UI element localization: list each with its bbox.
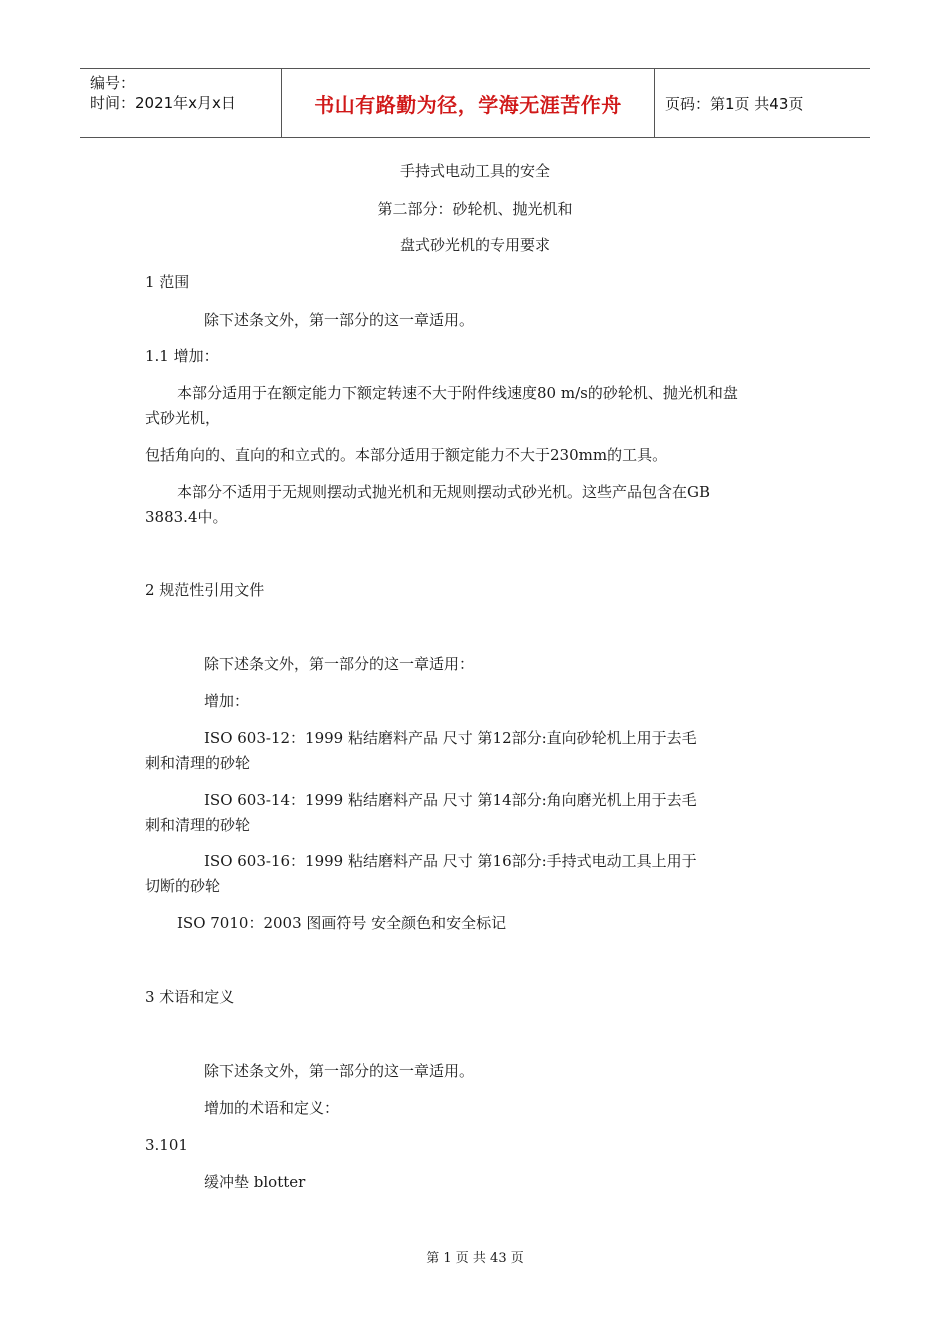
reference-1-line-2: 刺和清理的砂轮: [145, 754, 251, 772]
header-meta-cell: [80, 69, 282, 137]
section-2-addition-label: 增加：: [204, 692, 250, 710]
section-1-paragraph: 除下述条文外，第一部分的这一章适用。: [204, 311, 475, 329]
page-header: [80, 68, 870, 138]
header-page-info: 页码：第1页 共43页: [665, 94, 804, 113]
section-1-1-paragraph-1-line-2: 式砂光机，: [145, 409, 221, 427]
reference-4: ISO 7010：2003 图画符号 安全颜色和安全标记: [177, 914, 507, 932]
page-footer: 第 1 页 共 43 页: [426, 1251, 524, 1266]
section-3-paragraph: 除下述条文外，第一部分的这一章适用。: [204, 1062, 475, 1080]
document-time-label: 时间：2021年x月x日: [90, 94, 236, 112]
section-3-101-term: 缓冲垫 blotter: [204, 1173, 306, 1191]
section-2-paragraph: 除下述条文外，第一部分的这一章适用：: [204, 655, 475, 673]
doc-title-3: 盘式砂光机的专用要求: [399, 236, 550, 254]
doc-title-2: 第二部分：砂轮机、抛光机和: [377, 200, 573, 218]
reference-2-line-1: ISO 603-14：1999 粘结磨料产品 尺寸 第14部分:角向磨光机上用于去毛: [204, 791, 697, 809]
header-motto: 书山有路勤为径，学海无涯苦作舟: [314, 92, 622, 117]
document-number-label: 编号：: [90, 74, 136, 92]
section-1-1-paragraph-3-line-2: 3883.4中。: [145, 508, 228, 526]
reference-1-line-1: ISO 603-12：1999 粘结磨料产品 尺寸 第12部分:直向砂轮机上用于去毛: [204, 729, 697, 747]
section-1-heading: 1 范围: [145, 273, 190, 291]
reference-3-line-1: ISO 603-16：1999 粘结磨料产品 尺寸 第16部分:手持式电动工具上用于: [204, 852, 697, 870]
section-2-heading: 2 规范性引用文件: [145, 581, 265, 599]
header-motto-cell: [282, 69, 655, 137]
section-3-101-number: 3.101: [145, 1136, 188, 1154]
section-3-addition-label: 增加的术语和定义：: [204, 1099, 340, 1117]
section-3-heading: 3 术语和定义: [145, 988, 235, 1006]
doc-title-1: 手持式电动工具的安全: [399, 162, 550, 180]
header-page-cell: [655, 69, 870, 137]
reference-3-line-2: 切断的砂轮: [145, 877, 221, 895]
section-1-1-heading: 1.1 增加：: [145, 347, 219, 365]
section-1-1-paragraph-1-line-1: 本部分适用于在额定能力下额定转速不大于附件线速度80 m/s的砂轮机、抛光机和盘: [177, 384, 738, 402]
section-1-1-paragraph-3-line-1: 本部分不适用于无规则摆动式抛光机和无规则摆动式砂光机。这些产品包含在GB: [177, 483, 711, 501]
reference-2-line-2: 刺和清理的砂轮: [145, 816, 251, 834]
section-1-1-paragraph-2: 包括角向的、直向的和立式的。本部分适用于额定能力不大于230mm的工具。: [145, 446, 668, 464]
